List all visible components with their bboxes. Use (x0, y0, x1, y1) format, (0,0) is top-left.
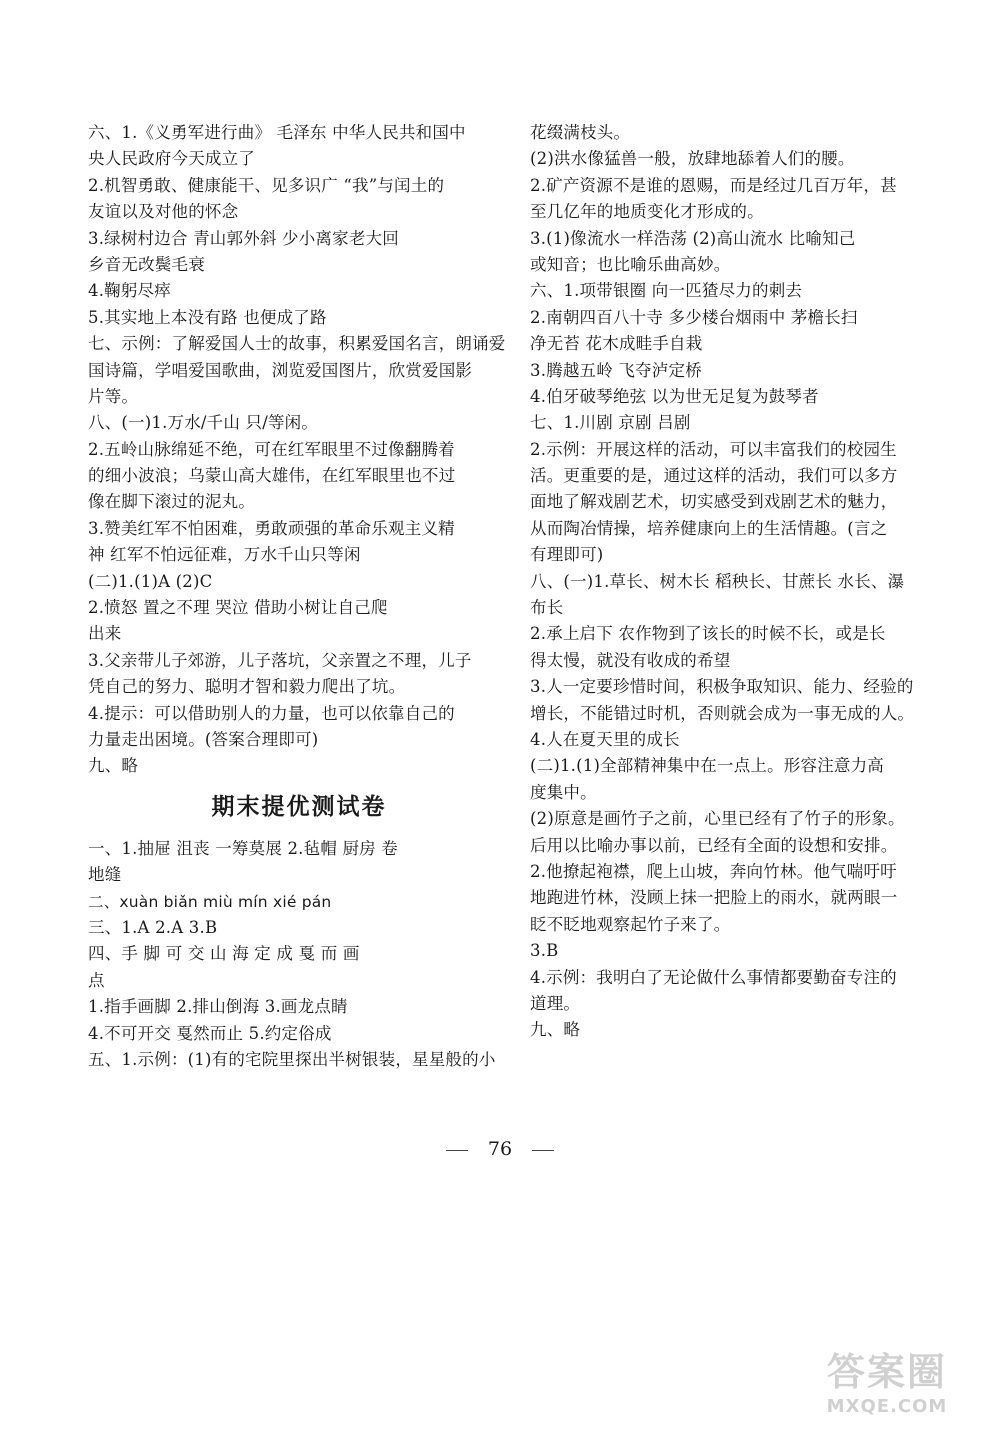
answer-line: 2.他撩起袍襟，爬上山坡，奔向竹林。他气喘吁吁 (530, 861, 897, 881)
answer-line: 2.承上启下 农作物到了该长的时候不长，或是长 (530, 624, 886, 644)
answer-line: 2.愤怒 置之不理 哭泣 借助小树让自己爬 (88, 598, 388, 618)
answer-line: (二)1.(1)全部精神集中在一点上。形容注意力高 (530, 756, 884, 776)
answer-line: 2.五岭山脉绵延不绝，可在红军眼里不过像翻腾着 (88, 439, 455, 459)
answer-line: 3.父亲带儿子郊游，儿子落坑，父亲置之不理，儿子 (88, 650, 472, 670)
answer-line: 三、1.A 2.A 3.B (88, 917, 218, 937)
answer-line: 眨不眨地观察起竹子来了。 (530, 914, 731, 934)
page-number: 76 (487, 1138, 513, 1160)
answer-line: 九、略 (530, 1020, 581, 1040)
answer-line: 点 (88, 970, 105, 990)
answer-line: 至几亿年的地质变化才形成的。 (530, 202, 764, 222)
footer-dash-left (446, 1150, 468, 1151)
answer-line: 后用以比喻办事以前，已经有全面的设想和安排。 (530, 835, 898, 855)
watermark-sub-text: MXQE.COM (826, 1396, 948, 1417)
page-number-footer (0, 1138, 1000, 1160)
answer-line: 八、(一)1.草长、树木长 稻秧长、甘蔗长 水长、瀑 (530, 571, 905, 591)
answer-line: 地跑进竹林，没顾上抹一把脸上的雨水，就两眼一 (530, 888, 898, 908)
left-answers-part-a (88, 120, 510, 780)
answer-line: 五、1.示例：(1)有的宅院里探出半树银装，星星般的小 (88, 1049, 496, 1069)
left-answers-part-b2 (88, 915, 510, 1073)
answer-line: 3.(1)像流水一样浩荡 (2)高山流水 比喻知己 (530, 228, 856, 248)
answer-line: 2.南朝四百八十寺 多少楼台烟雨中 茅檐长扫 (530, 307, 858, 327)
answer-line: (2)洪水像猛兽一般，放肆地舔着人们的腰。 (530, 149, 855, 169)
left-answers-part-b1 (88, 836, 510, 889)
answer-line: 布长 (530, 598, 564, 618)
answer-line: 道理。 (530, 993, 581, 1013)
left-column (88, 120, 510, 1073)
watermark-logo (792, 1341, 982, 1421)
answer-line: 凭自己的努力、聪明才智和毅力爬出了坑。 (88, 677, 406, 697)
answer-line: 从而陶冶情操，培养健康向上的生活情趣。(言之 (530, 518, 888, 538)
answer-line: 乡音无改鬓毛衰 (88, 254, 205, 274)
answer-line: 得太慢，就没有收成的希望 (530, 650, 731, 670)
answer-line: 5.其实地上本没有路 也便成了路 (88, 307, 327, 327)
answer-line: 净无苔 花木成畦手自栽 (530, 334, 703, 354)
answer-line: 四、手 脚 可 交 山 海 定 成 戛 而 画 (88, 944, 360, 964)
answer-line: 央人民政府今天成立了 (88, 149, 255, 169)
answer-line: (二)1.(1)A (2)C (88, 571, 213, 591)
answer-line: (2)原意是画竹子之前，心里已经有了竹子的形象。 (530, 809, 905, 829)
answer-line: 八、(一)1.万水/千山 只/等闲。 (88, 413, 319, 433)
answer-line: 力量走出困境。(答案合理即可) (88, 729, 319, 749)
answer-line: 2.示例：开展这样的活动，可以丰富我们的校园生 (530, 439, 897, 459)
answer-line: 4.鞠躬尽瘁 (88, 281, 171, 301)
answer-line: 4.伯牙破琴绝弦 以为世无足复为鼓琴者 (530, 386, 819, 406)
answer-line: 3.人一定要珍惜时间，积极争取知识、能力、经验的 (530, 677, 914, 697)
answer-line: 3.腾越五岭 飞夺泸定桥 (530, 360, 702, 380)
answer-line: 地缝 (88, 865, 122, 885)
answer-line: 增长，不能错过时机，否则就会成为一事无成的人。 (530, 703, 915, 723)
answer-line: 七、1.川剧 京剧 吕剧 (530, 413, 691, 433)
answer-line: 3.赞美红军不怕困难，勇敢顽强的革命乐观主义精 (88, 518, 455, 538)
answer-line: 一、1.抽屉 沮丧 一筹莫展 2.毡帽 厨房 卷 (88, 838, 399, 858)
watermark-main-text: 答案圈 (826, 1350, 947, 1394)
answer-line: 面地了解戏剧艺术，切实感受到戏剧艺术的魅力， (530, 492, 898, 512)
answer-line: 的细小波浪；乌蒙山高大雄伟，在红军眼里也不过 (88, 466, 456, 486)
answer-line: 九、略 (88, 756, 139, 776)
answer-line: 度集中。 (530, 782, 597, 802)
answer-line: 4.不可开交 戛然而止 5.约定俗成 (88, 1023, 332, 1043)
right-column (530, 120, 952, 1044)
pinyin-answer-line: 二、xuàn biǎn miù mín xié pán (88, 892, 332, 911)
footer-dash-right (532, 1150, 554, 1151)
answer-line: 活。更重要的是，通过这样的活动，我们可以多方 (530, 466, 898, 486)
answer-line: 2.机智勇敢、健康能干、见多识广 “我”与闰土的 (88, 175, 445, 195)
answer-line: 友谊以及对他的怀念 (88, 202, 239, 222)
answer-line: 出来 (88, 624, 122, 644)
answer-line: 4.示例：我明白了无论做什么事情都要勤奋专注的 (530, 967, 897, 987)
section-title: 期末提优测试卷 (211, 793, 387, 820)
answer-line: 七、示例：了解爱国人士的故事，积累爱国名言，朗诵爱 (88, 334, 506, 354)
answer-line: 4.提示：可以借助别人的力量，也可以依靠自己的 (88, 703, 455, 723)
answer-line: 有理即可) (530, 545, 604, 565)
answer-line: 国诗篇，学唱爱国歌曲，浏览爱国图片，欣赏爱国影 (88, 360, 473, 380)
answer-line: 2.矿产资源不是谁的恩赐，而是经过几百万年，甚 (530, 175, 897, 195)
answer-line: 片等。 (88, 386, 139, 406)
answer-line: 4.人在夏天里的成长 (530, 729, 680, 749)
answer-line: 像在脚下滚过的泥丸。 (88, 492, 255, 512)
answer-line: 神 红军不怕远征难，万水千山只等闲 (88, 545, 361, 565)
answer-line: 1.指手画脚 2.排山倒海 3.画龙点睛 (88, 997, 348, 1017)
answer-line: 花缀满枝头。 (530, 123, 631, 142)
answer-line: 或知音；也比喻乐曲高妙。 (530, 254, 731, 274)
answer-line: 六、1.项带银圈 向一匹猹尽力的刺去 (530, 281, 803, 301)
answer-line: 3.绿树村边合 青山郭外斜 少小离家老大回 (88, 228, 399, 248)
answer-line: 六、1.《义勇军进行曲》 毛泽东 中华人民共和国中 (88, 123, 466, 142)
answer-line: 3.B (530, 941, 559, 961)
